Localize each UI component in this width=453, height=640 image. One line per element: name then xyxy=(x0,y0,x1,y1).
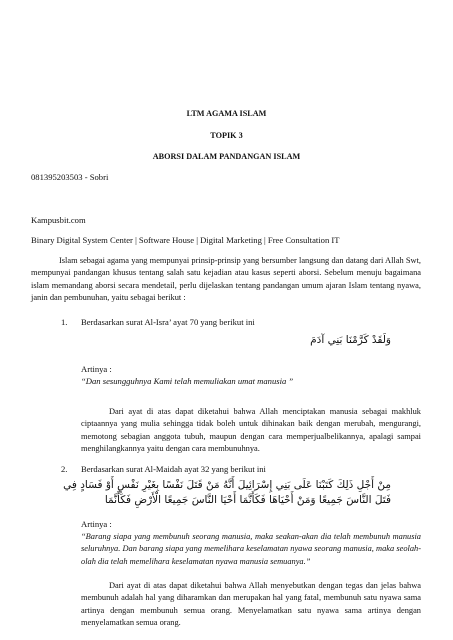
item-1-artinya-label: Artinya : xyxy=(81,364,112,374)
item-1-number: 1. xyxy=(61,317,68,327)
item-2-explanation: Dari ayat di atas dapat diketahui bahwa Allah menyebutkan dengan tegas dan jelas bahwa membunuh adalah hal yang diharamkan dan merupakan hal yang fatal, membunuh satu nyawa sama artinya dengan membunuh semua orang. Menyelamatkan satu nyawa sama artinya dengan menyelamatkan semua orang. xyxy=(81,581,421,628)
services-line: Binary Digital System Center | Software House | Digital Marketing | Free Consultation IT xyxy=(31,235,340,245)
item-1-translation: “Dan sesungguhnya Kami telah memuliakan umat manusia ” xyxy=(81,376,294,386)
item-2-heading: Berdasarkan surat Al-Maidah ayat 32 yang berikut ini xyxy=(81,464,266,474)
topic-label: TOPIK 3 xyxy=(210,131,243,140)
item-2-artinya-label: Artinya : xyxy=(81,519,112,529)
item-2-number: 2. xyxy=(61,464,68,474)
item-1-arabic-verse: وَلَقَدْ كَرَّمْنَا بَنِي آدَمَ xyxy=(310,334,391,346)
document-title: LTM AGAMA ISLAM xyxy=(186,109,267,118)
intro-paragraph: Islam sebagai agama yang mempunyai prinsip-prinsip yang bersumber langsung dan datang dari Allah Swt, mempunyai pandangan khusus tentang salah satu kejadian atau kasus seperti aborsi. Sebelum menuju bagaimana islam memandang aborsi secara mendetail, perlu dijelaskan tentang pandangan umum ajaran Islam tentang nyawa, janin dan pembunuhan, yaitu sebagai berikut : xyxy=(31,256,421,303)
site-name: Kampusbit.com xyxy=(31,215,86,225)
author-line: 081395203503 - Sobri xyxy=(31,172,109,182)
item-2-arabic-line-1: مِنْ أَجْلِ ذَلِكَ كَتَبْنَا عَلَى بَنِي إِسْرَائِيلَ أَنَّهُ مَنْ قَتَلَ نَفْسًا بِغَيْرِ نَفْسٍ أَوْ فَسَادٍ فِي xyxy=(63,479,391,491)
item-1-heading: Berdasarkan surat Al-Isra’ ayat 70 yang berikut ini xyxy=(81,317,255,327)
item-2-arabic-line-2: فَتَلَ النَّاسَ جَمِيعًا وَمَنْ أَحْيَاهَا فَكَأَنَّمَا أَحْيَا النَّاسَ جَمِيعًا الْأَرْضِ فَكَأَنَّمَا xyxy=(104,494,391,506)
document-subtitle: ABORSI DALAM PANDANGAN ISLAM xyxy=(152,152,301,161)
item-1-explanation: Dari ayat di atas dapat diketahui bahwa Allah menciptakan manusia sebagai makhluk ciptaannya yang mulia sehingga tidak boleh untuk dihinakan baik dengan merubah, mengurangi, memotong sebagian anggota tubuh, maupun dengan cara memperjualbelikannya, apalagi sampai menghilangkannya yaitu dengan cara membunuhnya. xyxy=(81,407,421,454)
item-2-translation: “Barang siapa yang membunuh seorang manusia, maka seakan-akan dia telah membunuh manusia seluruhnya. Dan barang siapa yang memelihara keselamatan nyawa seorang manusia, maka seolah-olah dia telah memelihara keselamatan nyawa manusia semuanya.” xyxy=(81,532,421,566)
